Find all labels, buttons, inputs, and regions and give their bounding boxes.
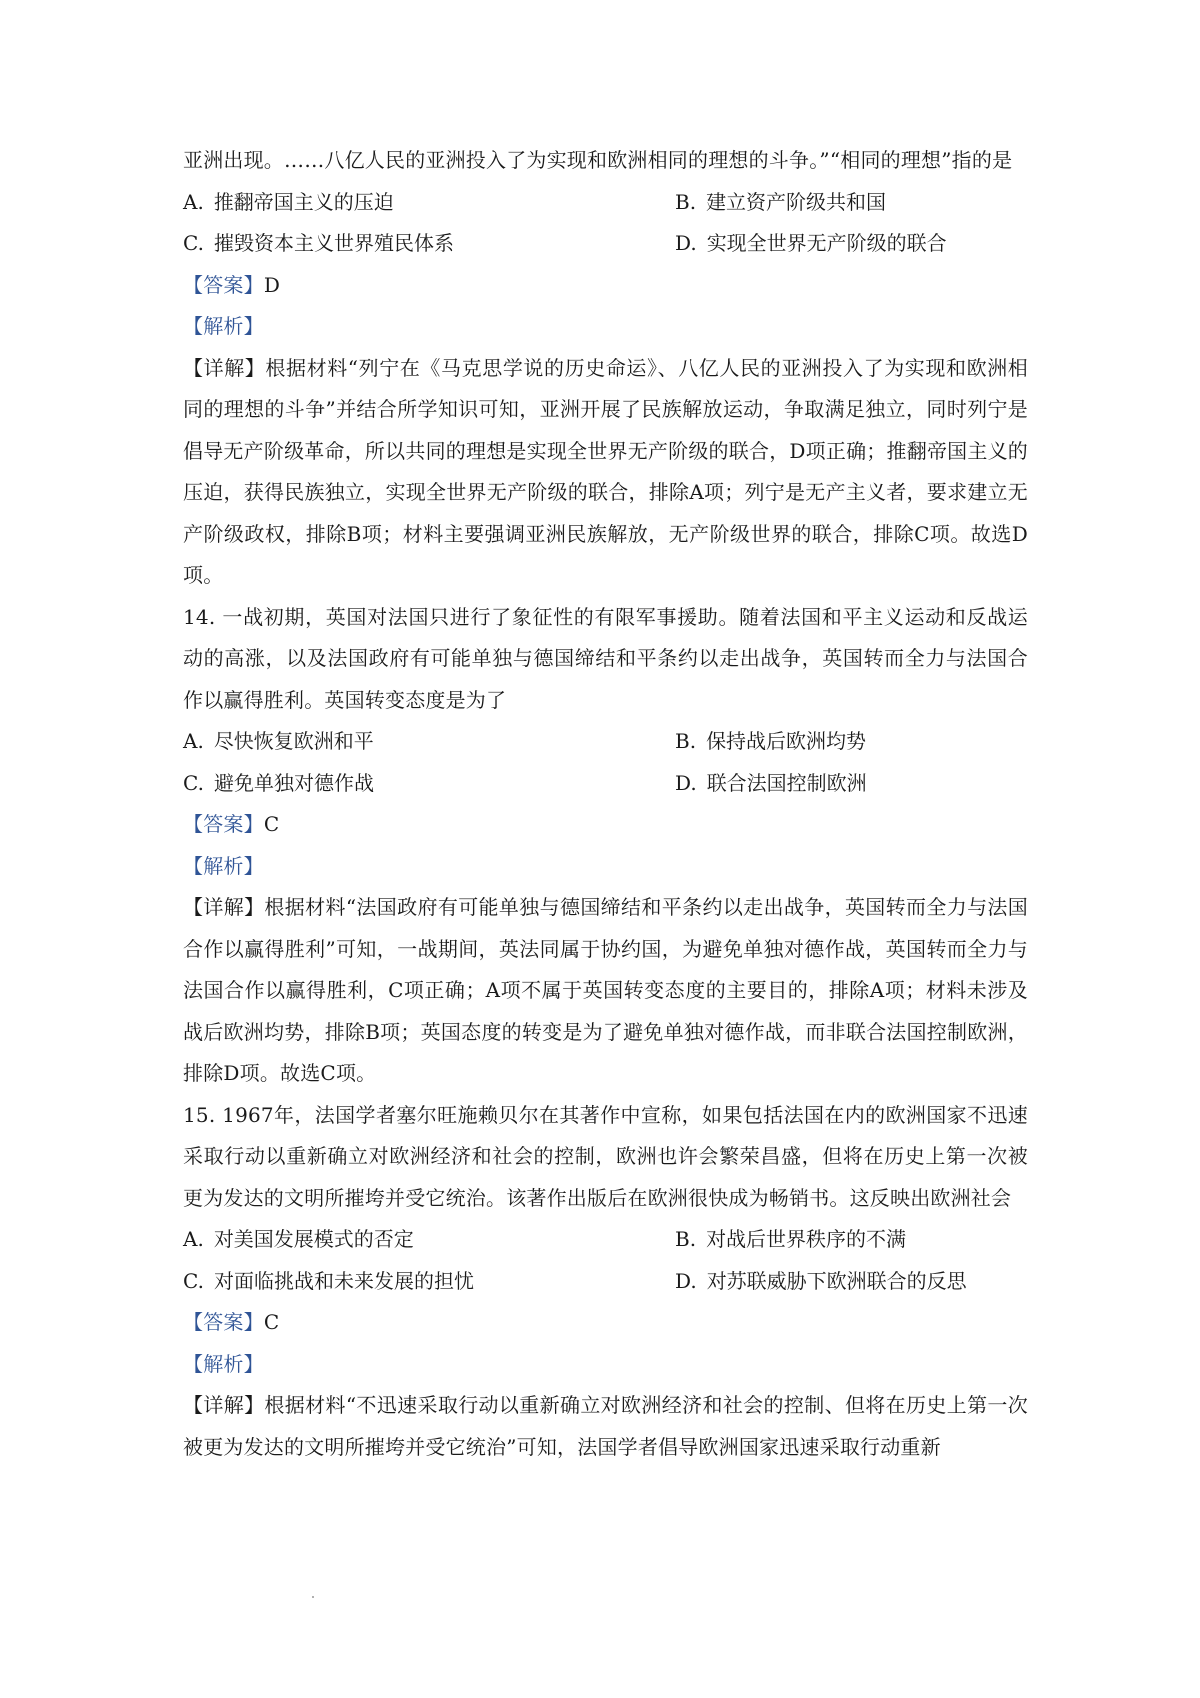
analysis-label: 【解析】 [183, 314, 264, 338]
analysis-label: 【解析】 [183, 1351, 264, 1376]
question-14-options [183, 721, 1028, 804]
document-page [183, 140, 1028, 1468]
detail-label: 【详解】 [183, 1393, 265, 1417]
answer-label: 【答案】 [183, 272, 264, 297]
question-13 [183, 140, 1028, 597]
analysis-line [183, 306, 1028, 348]
page-speck [312, 1596, 314, 1598]
detail-paragraph [183, 887, 1028, 1095]
option-a: A. 推翻帝国主义的压迫 [183, 189, 394, 214]
question-15-options [183, 1219, 1028, 1302]
answer-line [183, 265, 1028, 307]
answer-label: 【答案】 [183, 1310, 264, 1334]
option-b: B. 建立资产阶级共和国 [675, 189, 887, 214]
option-d: D. 联合法国控制欧洲 [675, 770, 867, 795]
answer-value: D [263, 272, 281, 297]
option-a: A. 对美国发展模式的否定 [183, 1227, 414, 1251]
detail-label: 【详解】 [183, 895, 265, 919]
option-c: C. 摧毁资本主义世界殖民体系 [183, 231, 454, 255]
question-13-options [183, 182, 1028, 265]
option-b: B. 保持战后欧洲均势 [675, 729, 867, 753]
detail-text: 根据材料“列宁在《马克思学说的历史命运》、八亿人民的亚洲投入了为实现和欧洲相同的理想的斗争”并结合所学知识可知，亚洲开展了民族解放运动，争取满足独立，同时列宁是倡导无产阶级革命，所以共同的理想是实现全世界无产阶级的联合，D项正确；推翻帝国主义的压迫，获得民族独立，实现全世界无产阶级的联合，排除A项；列宁是无产主义者，要求建立无产阶级政权，排除B项；材料主要强调亚洲民族解放，无产阶级世界的联合，排除C项。故选D项。 [183, 355, 1028, 587]
question-14-stem: 14. 一战初期，英国对法国只进行了象征性的有限军事援助。随着法国和平主义运动和反战运动的高涨，以及法国政府有可能单独与德国缔结和平条约以走出战争，英国转而全力与法国合作以赢得胜利。英国转变态度是为了 [183, 604, 1028, 712]
analysis-label: 【解析】 [183, 853, 264, 878]
detail-text: 根据材料“不迅速采取行动以重新确立对欧洲经济和社会的控制、但将在历史上第一次被更为发达的文明所摧垮并受它统治”可知，法国学者倡导欧洲国家迅速采取行动重新 [183, 1393, 1028, 1459]
answer-value: C [263, 812, 280, 836]
option-b: B. 对战后世界秩序的不满 [675, 1227, 907, 1251]
analysis-line [183, 1344, 1028, 1386]
detail-text: 根据材料“法国政府有可能单独与德国缔结和平条约以走出战争，英国转而全力与法国合作以赢得胜利”可知，一战期间，英法同属于协约国，为避免单独对德作战，英国转而全力与法国合作以赢得胜利，C项正确；A项不属于英国转变态度的主要目的，排除A项；材料未涉及战后欧洲均势，排除B项；英国态度的转变是为了避免单独对德作战，而非联合法国控制欧洲，排除D项。故选C项。 [183, 895, 1028, 1085]
question-15 [183, 1095, 1028, 1469]
answer-line [183, 1302, 1028, 1344]
answer-value: C [263, 1310, 280, 1334]
option-a: A. 尽快恢复欧洲和平 [183, 729, 374, 753]
analysis-line [183, 846, 1028, 888]
detail-label: 【详解】 [183, 355, 266, 380]
detail-paragraph [183, 1385, 1028, 1468]
answer-line [183, 804, 1028, 846]
question-13-stem: 亚洲出现。……八亿人民的亚洲投入了为实现和欧洲相同的理想的斗争。”“相同的理想”指的是 [183, 148, 1013, 172]
detail-paragraph [183, 348, 1028, 597]
question-15-stem: 15. 1967年，法国学者塞尔旺施赖贝尔在其著作中宣称，如果包括法国在内的欧洲国家不迅速采取行动以重新确立对欧洲经济和社会的控制，欧洲也许会繁荣昌盛，但将在历史上第一次被更为发达的文明所摧垮并受它统治。该著作出版后在欧洲很快成为畅销书。这反映出欧洲社会 [183, 1102, 1028, 1210]
option-d: D. 对苏联威胁下欧洲联合的反思 [675, 1268, 967, 1293]
question-14 [183, 597, 1028, 1095]
answer-label: 【答案】 [183, 812, 264, 836]
option-d: D. 实现全世界无产阶级的联合 [675, 231, 947, 255]
option-c: C. 对面临挑战和未来发展的担忧 [183, 1268, 474, 1293]
option-c: C. 避免单独对德作战 [183, 770, 374, 795]
